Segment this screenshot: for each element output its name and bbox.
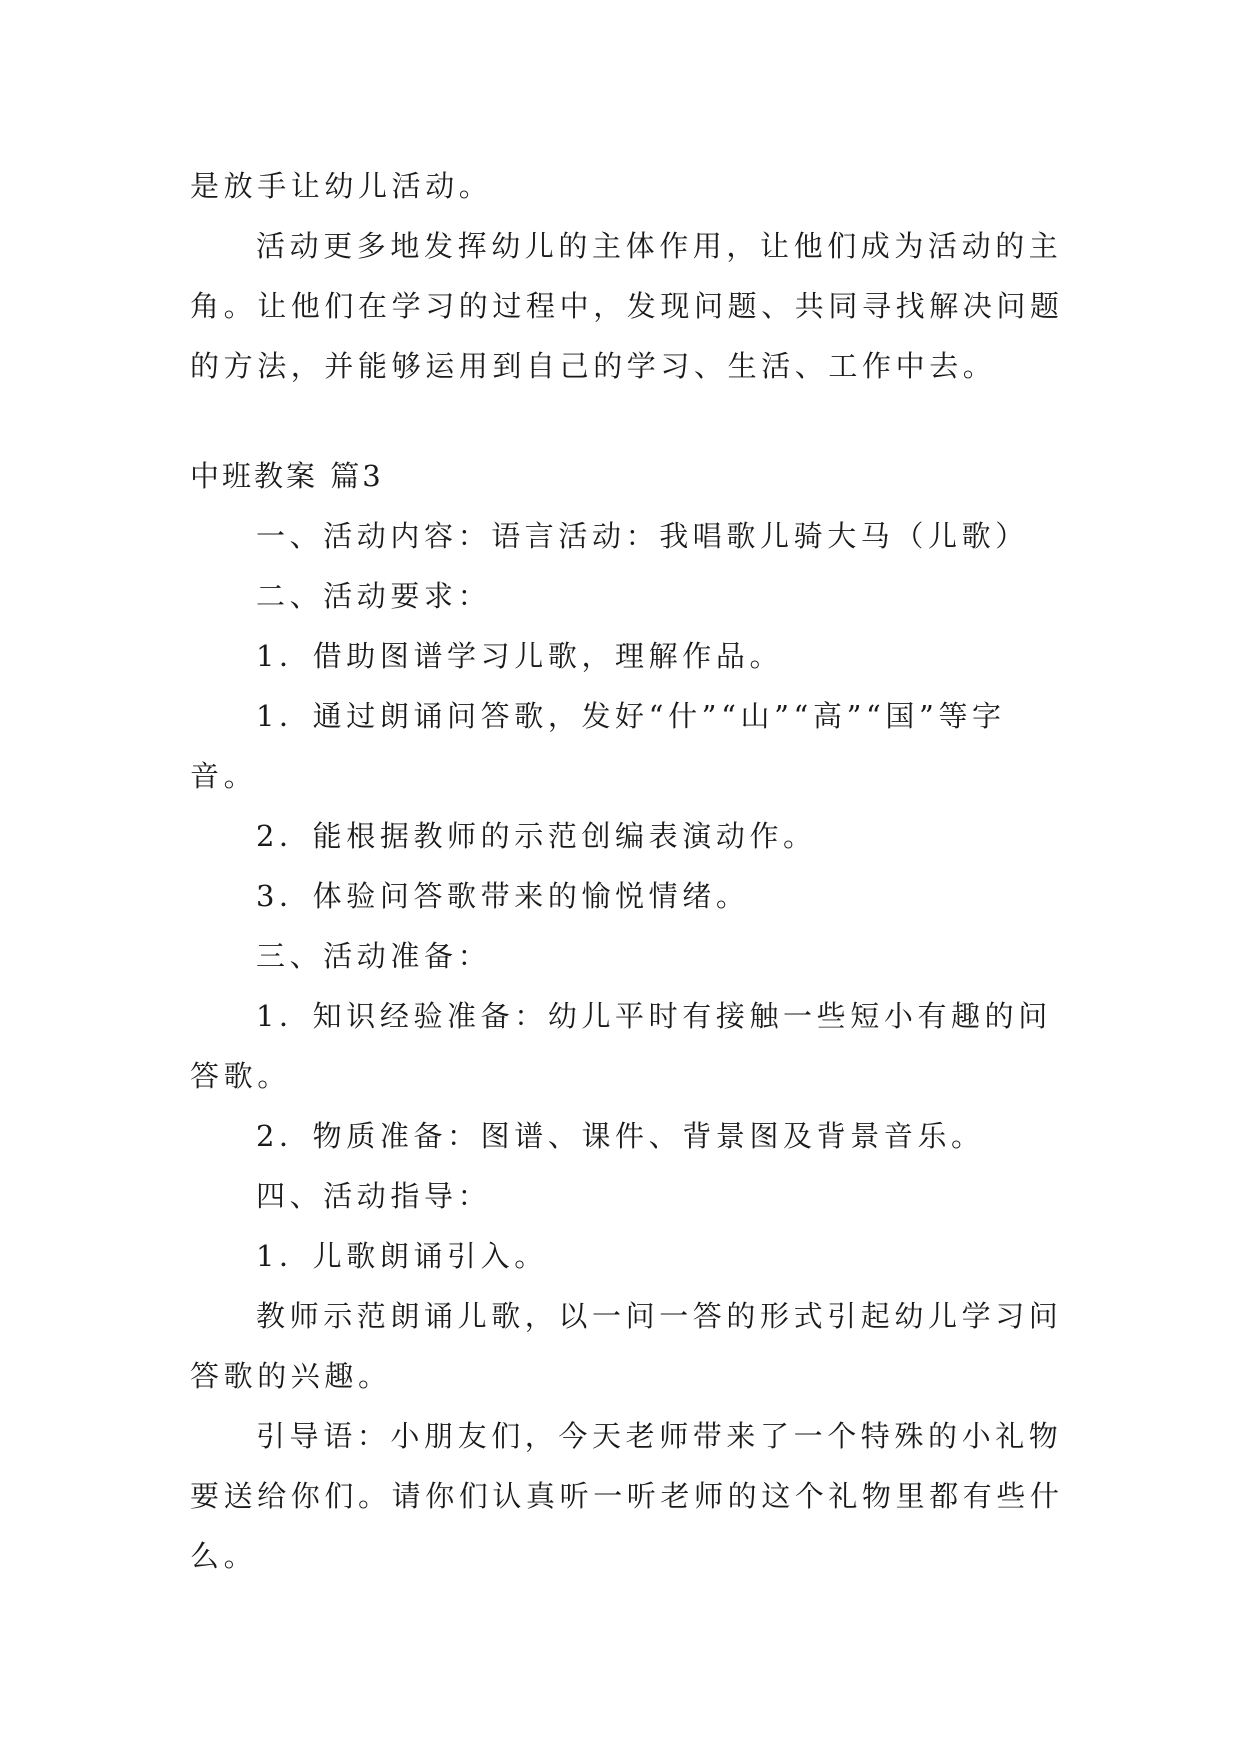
paragraph-line: 四、活动指导： bbox=[256, 1179, 492, 1213]
paragraph-line: 二、活动要求： bbox=[256, 579, 492, 613]
paragraph-line: 教师示范朗诵儿歌，以一问一答的形式引起幼儿学习问 bbox=[256, 1299, 1063, 1333]
paragraph-line: 是放手让幼儿活动。 bbox=[190, 169, 493, 203]
list-item: 1．借助图谱学习儿歌，理解作品。 bbox=[256, 639, 784, 673]
paragraph-line: 音。 bbox=[190, 759, 258, 793]
document-page bbox=[190, 0, 1064, 1754]
section-heading: 中班教案 篇3 bbox=[190, 459, 384, 493]
paragraph-line: 三、活动准备： bbox=[256, 939, 492, 973]
list-item: 1．儿歌朗诵引入。 bbox=[256, 1239, 548, 1273]
paragraph-line: 一、活动内容：语言活动：我唱歌儿骑大马（儿歌） bbox=[256, 519, 1029, 553]
paragraph-line: 引导语：小朋友们，今天老师带来了一个特殊的小礼物 bbox=[256, 1419, 1063, 1453]
paragraph-line: 答歌。 bbox=[190, 1059, 291, 1093]
paragraph-line: 活动更多地发挥幼儿的主体作用，让他们成为活动的主 bbox=[256, 229, 1063, 263]
paragraph-line: 的方法，并能够运用到自己的学习、生活、工作中去。 bbox=[190, 349, 997, 383]
paragraph-line: 要送给你们。请你们认真听一听老师的这个礼物里都有些什 bbox=[190, 1479, 1064, 1513]
list-item: 2．物质准备：图谱、课件、背景图及背景音乐。 bbox=[256, 1119, 985, 1153]
paragraph-line: 答歌的兴趣。 bbox=[190, 1359, 392, 1393]
list-item: 1．知识经验准备：幼儿平时有接触一些短小有趣的问 bbox=[256, 999, 1052, 1033]
list-item: 3．体验问答歌带来的愉悦情绪。 bbox=[256, 879, 750, 913]
paragraph-line: 角。让他们在学习的过程中，发现问题、共同寻找解决问题 bbox=[190, 289, 1064, 323]
paragraph-line: 么。 bbox=[190, 1539, 258, 1573]
list-item: 1．通过朗诵问答歌，发好“什”“山”“高”“国”等字 bbox=[256, 699, 1006, 733]
list-item: 2．能根据教师的示范创编表演动作。 bbox=[256, 819, 817, 853]
